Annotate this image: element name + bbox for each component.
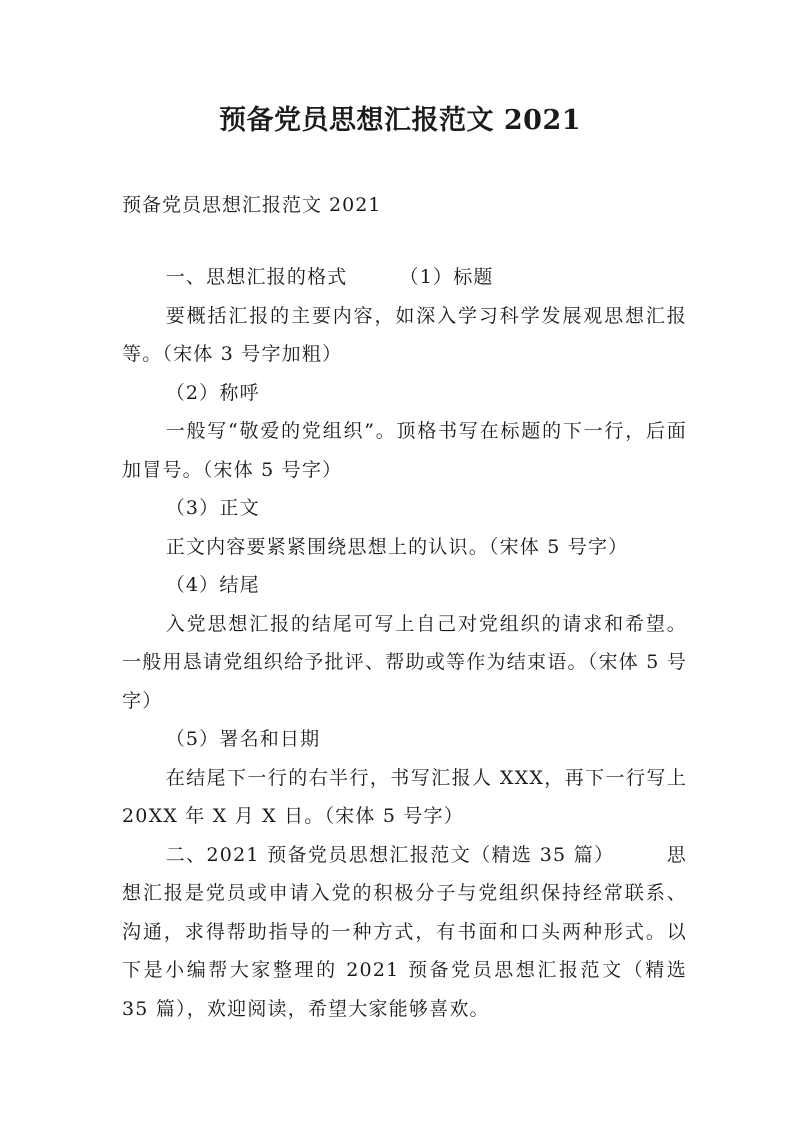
paragraph-tail: （1）标题 [399,266,494,288]
paragraph-signature-heading: （5）署名和日期 [165,728,321,750]
paragraph-ending-desc: 入党思想汇报的结尾可写上自己对党组织的请求和希望。一般用恳请党组织给予批评、帮助或等作为结束语。（宋体 5 号字） [122,612,687,712]
paragraph-text: 一、思想汇报的格式 [165,266,348,288]
paragraph-text: 二、2021 预备党员思想汇报范文（精选 35 篇） [165,843,615,866]
document-body [122,258,687,1028]
paragraph-signature-desc: 在结尾下一行的右半行，书写汇报人 XXX，再下一行写上 20XX 年 X 月 X 日。（宋体 5 号字） [122,766,687,827]
paragraph-salutation-heading: （2）称呼 [165,381,260,404]
paragraph-tail: 思想汇报是党员或申请入党的积极分子与党组织保持经常联系、沟通，求得帮助指导的一种方式，有书面和口头两种形式。以下是小编帮大家整理的 2021 预备党员思想汇报范文（精选 35 篇），欢迎阅读，希望大家能够喜欢。 [122,843,687,1020]
document-subtitle: 预备党员思想汇报范文 2021 [122,194,382,216]
paragraph-format-heading [122,258,687,297]
paragraph-title-desc: 要概括汇报的主要内容，如深入学习科学发展观思想汇报等。（宋体 3 号字加粗） [122,304,687,365]
paragraph-body-desc: 正文内容要紧紧围绕思想上的认识。（宋体 5 号字） [165,535,629,558]
paragraph-section-two [122,836,687,1029]
paragraph-ending-heading: （4）结尾 [165,574,260,596]
document-title: 预备党员思想汇报范文 2021 [218,105,582,136]
paragraph-body-heading: （3）正文 [165,497,260,519]
paragraph-salutation-desc: 一般写“敬爱的党组织”。顶格书写在标题的下一行，后面加冒号。（宋体 5 号字） [122,420,687,481]
